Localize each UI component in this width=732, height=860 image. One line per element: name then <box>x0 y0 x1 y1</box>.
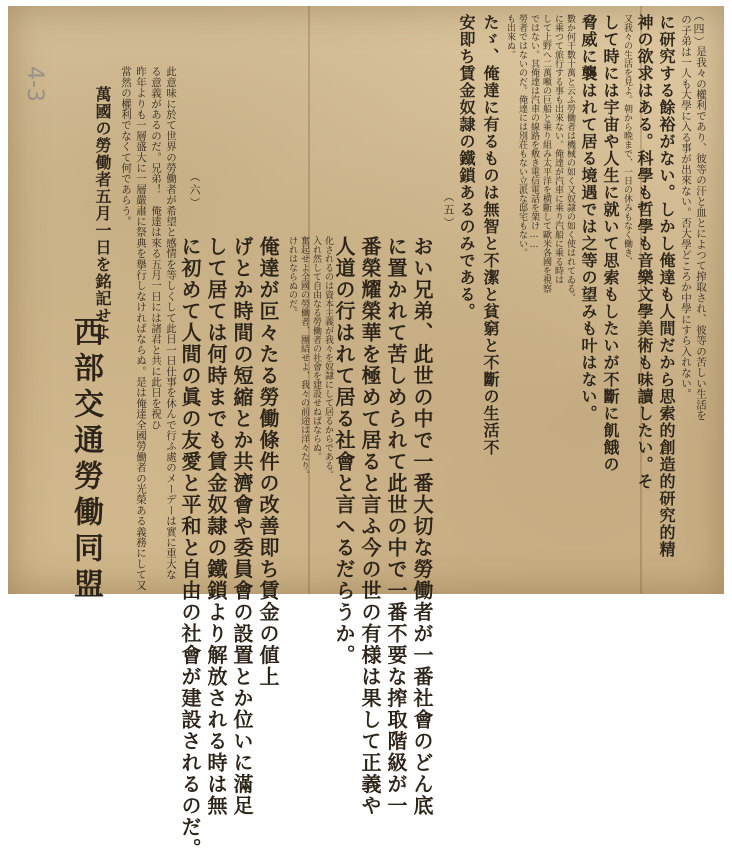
small-note-column: して上野へ二萬噸の巨船と乘り組み太平洋を横斷して歐米各國を視察 <box>541 14 551 293</box>
small-note-column: 又我々の生活を見よ。朝から晩まで、一日の休みもなく働き、 <box>622 14 632 266</box>
section-heading: （六） <box>188 171 201 210</box>
pencil-annotation: 4-3 <box>22 66 47 102</box>
body-column-large: して居ては何時までも賃金奴隷の鐵鎖より解放される時は無 <box>204 236 228 817</box>
small-note-column: 奮起せよ全國の勞働者、團結せよ、我々の前途は洋々たり。 <box>299 236 309 479</box>
body-column-large: 番榮耀榮華を極めて居ると言ふ今の世の有様は果して正義や <box>358 236 382 817</box>
small-note-column: も出來ぬ。 <box>505 14 515 59</box>
organization-name: 西部交通勞働同盟 <box>68 316 103 604</box>
body-column-large: に置かれて苦しめられて此世の中で一番不要な搾取階級が一 <box>384 236 408 817</box>
body-column-large: おい兄弟、此世の中で一番大切な勞働者が一番社會のどん底 <box>410 236 434 817</box>
top-small-column: 是我々の權利であり、彼等の汗と血とによつて搾取され、彼等の苦しい生活を <box>695 46 707 421</box>
small-text-column: る意義があるのだ。兄弟！ 俺達は來る五月一日には諸君と共に此日を祝ひ <box>150 66 162 430</box>
small-note-column: けれはならぬのだ。 <box>287 236 297 317</box>
body-column: たゞ、俺達に有るものは無智と不潔と貧窮と不斷の生活不 <box>481 14 500 456</box>
body-column-large: に初めて人間の眞の友愛と平和と自由の社會が建設されるのだ。 <box>178 236 202 860</box>
body-column: 神の欲求はある。科學も哲學も音樂文學美術も味讀したい。そ <box>635 14 654 490</box>
body-column: して時には宇宙や人生に就いて思索もしたいが不斷に飢餓の <box>601 14 620 473</box>
small-note-column: 勞者ではないのだ。俺達には別荘もない立派な邸宅もない。 <box>517 14 527 257</box>
body-column: 脅威に襲はれて居る境遇では之等の望みも叶はない。 <box>579 14 598 422</box>
body-column: に研究する餘裕がない。しかし俺達も人間だから思索的創造的研究的精 <box>657 14 676 558</box>
small-text-column: 當然の權利でなくて何であらう。 <box>120 66 132 227</box>
closing-slogan: 萬國の勞働者五月一日を銘記せよ <box>93 86 112 341</box>
small-note-column: 數か何干數十萬と云ふ勞働者は機械の如く又奴隷の如く使はれてゐる。 <box>565 14 575 302</box>
small-note-column: 入れ然して自由なる勞働者の社會を建設せねばならぬ。 <box>311 236 321 461</box>
small-note-column: ではない。其俺達は汽車の線路を敷き電信電話を架け…… <box>529 14 539 250</box>
leaflet-page <box>8 6 724 860</box>
small-text-column: 此意味に於て世界の勞働者が希望と感情を等しくして此日一日仕事を休んで行ふ處のメーデーは實に重大な <box>165 66 177 580</box>
body-column-large: 俺達が叵々たる勞働條件の改善即ち賃金の値上 <box>256 236 280 688</box>
top-small-column: の子弟は一人も大學に入る事が出來ない。否大學どころか中學にすら入れない。 <box>680 14 692 400</box>
body-column-large: 人道の行はれて居る社會と言へるだらうか。 <box>332 236 356 666</box>
small-note-column: 化されるのは資本主義が我々を奴隷にして居るからである。 <box>323 236 333 479</box>
small-note-column: に乘つて旅行する事も出來ない。俺達が汽車に乘り汽船に乘る時は <box>553 14 563 284</box>
body-column: 安即ち賃金奴隷の鐵鎖あるのみである。 <box>457 14 476 320</box>
small-text-column: 昨年よりも一層盛大に一層嚴肅に祭典を擧行しなければならぬ。是は俺達全國勞働者の光榮ある義務にして又 <box>135 66 147 591</box>
page-number: （四） <box>692 10 705 49</box>
section-heading: （五） <box>442 191 455 230</box>
body-column-large: げとか時間の短縮とか共濟會や委員會の設置とか位いに滿足 <box>230 236 254 817</box>
